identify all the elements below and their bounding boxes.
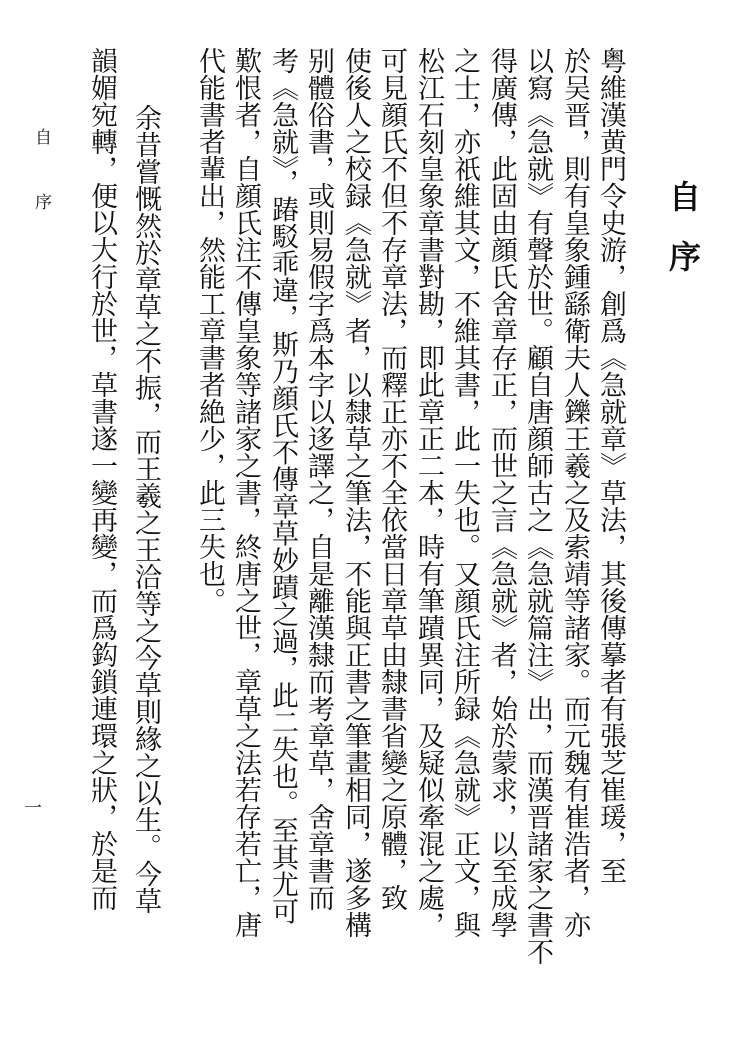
page-number: 一 [24,798,42,819]
text-column: 以寫《急就》有聲於世。顧自唐顔師古之《急就篇注》出，而漢晋諸家之書不 [522,47,553,965]
text-column: 考《急就》，踳駁乖違，斯乃顔氏不傳章草妙蹟之過，此二失也。至其尤可 [267,47,298,925]
text-column: 可見顔氏不但不存章法，而釋正亦不全依當日章草由隸書省變之原體，致 [376,47,407,911]
running-head: 自 序 [31,128,51,224]
text-column: 余昔嘗慨然於章草之不振，而王羲之王洽等之今草則緣之以生。今草 [130,104,161,914]
text-column: 韻媚宛轉，便以大行於世，草書遂一變再變，而爲鈎鎖連環之狀，於是而 [86,47,117,911]
text-column: 得廣傳，此固由顔氏舍章存正，而世之言《急就》者，始於蒙求，以至成學 [486,47,517,938]
text-column: 别體俗書，或則易假字爲本字以迻譯之，自是離漢隸而考章草，舍章書而 [303,47,334,911]
text-column: 松江石刻皇象章書對勘，即此章正二本，時有筆蹟異同，及疑似牽混之處， [413,47,444,938]
text-column: 歎恨者，自顔氏注不傳皇象等諸家之書，終唐之世，章草之法若存若亡，唐 [230,47,261,938]
text-column: 於吴晋，則有皇象鍾繇衛夫人鑠王羲之及索靖等諸家。而元魏有崔浩者，亦 [559,47,590,938]
text-column: 之士，亦祇維其文，不維其書，此一失也。又顔氏注所録《急就》正文，與 [449,47,480,938]
page-title: 自序 [664,180,702,300]
text-column: 使後人之校録《急就》者，以隸草之筆法，不能與正書之筆畫相同，遂多構 [340,47,371,938]
text-column: 代能書者輩出，然能工章書者絶少，此三失也。 [194,47,225,614]
text-column: 粤維漢黄門令史游，創爲《急就章》草法，其後傳摹者有張芝崔瑗，至 [595,47,626,884]
